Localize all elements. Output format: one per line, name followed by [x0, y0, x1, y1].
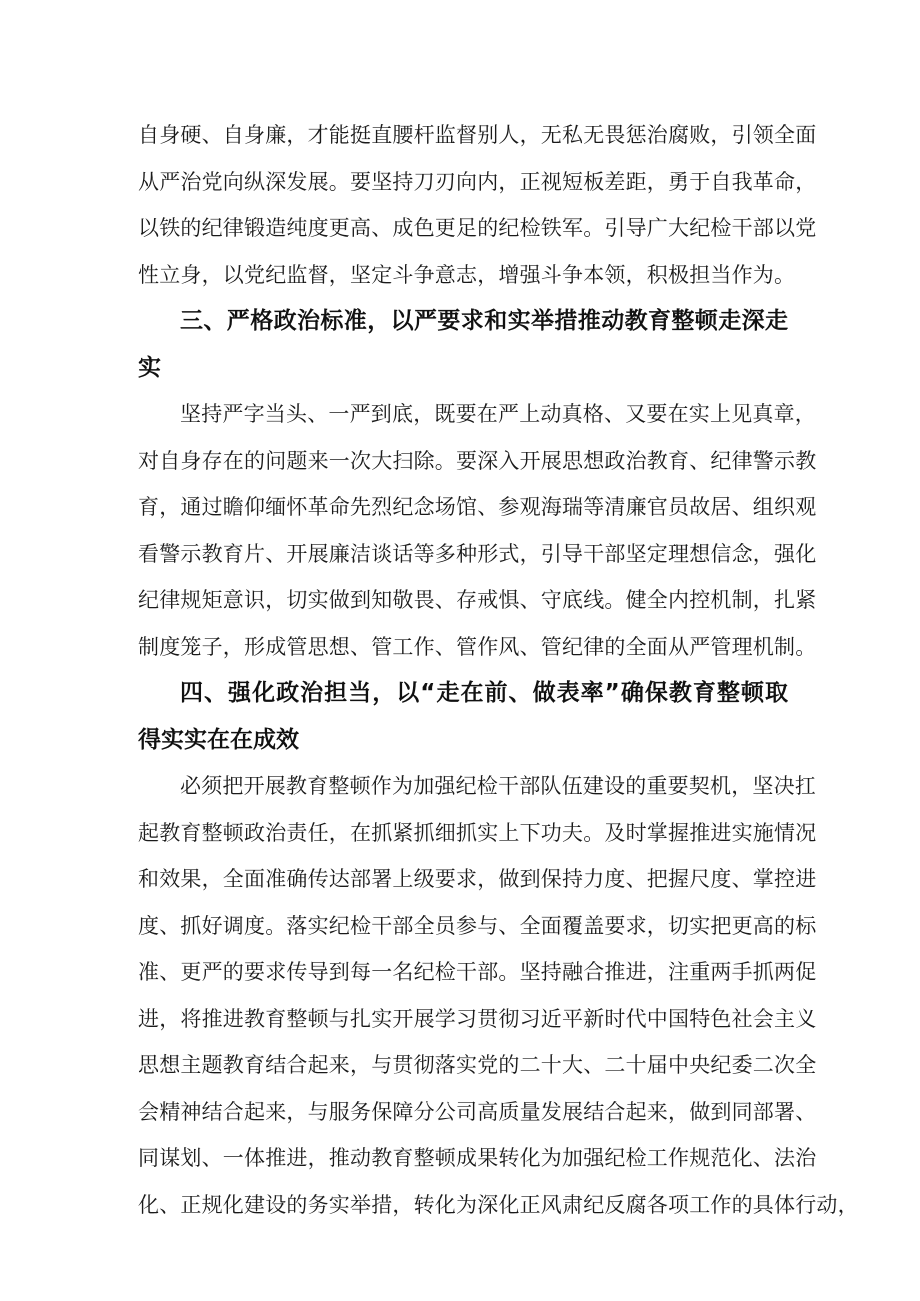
section-heading-4: [138, 670, 788, 763]
paragraph-line: 以铁的纪律锻造纯度更高、成色更足的纪检铁军。引导广大纪检干部以党: [138, 216, 817, 240]
paragraph-line: 和效果，全面准确传达部署上级要求，做到保持力度、把握尺度、掌控进: [138, 867, 817, 891]
paragraph-political-responsibility: [138, 763, 859, 1228]
paragraph-line: 度、抓好调度。落实纪检干部全员参与、全面覆盖要求，切实把更高的标: [138, 913, 817, 938]
paragraph-line: 化、正规化建设的务实举措，转化为深化正风肃纪反腐各项工作的具体行动，: [138, 1192, 859, 1217]
paragraph-line: 从严治党向纵深发展。要坚持刀刃向内，正视短板差距，勇于自我革命，: [138, 169, 817, 194]
paragraph-line: 坚持严字当头、一严到底，既要在严上动真格、又要在实上见真章，: [180, 402, 816, 426]
paragraph-integrity: [138, 112, 817, 298]
heading-line: 得实实在在成效: [138, 726, 299, 753]
paragraph-line: 性立身，以党纪监督，坚定斗争意志，增强斗争本领，积极担当作为。: [138, 262, 796, 287]
paragraph-line: 进，将推进教育整顿与扎实开展学习贯彻习近平新时代中国特色社会主义: [138, 1006, 817, 1031]
paragraph-line: 会精神结合起来，与服务保障分公司高质量发展结合起来，做到同部署、: [138, 1099, 817, 1124]
paragraph-line: 必须把开展教育整顿作为加强纪检干部队伍建设的重要契机，坚决扛: [180, 774, 816, 798]
paragraph-line: 起教育整顿政治责任，在抓紧抓细抓实上下功夫。及时掌握推进实施情况: [138, 820, 817, 845]
paragraph-line: 育，通过瞻仰缅怀革命先烈纪念场馆、参观海瑞等清廉官员故居、组织观: [138, 495, 817, 519]
paragraph-line: 看警示教育片、开展廉洁谈话等多种形式，引导干部坚定理想信念，强化: [138, 541, 817, 566]
section-heading-3: [138, 298, 788, 391]
heading-line: 四、强化政治担当，以“走在前、做表率”确保教育整顿取: [180, 680, 788, 706]
paragraph-line: 对自身存在的问题来一次大扫除。要深入开展思想政治教育、纪律警示教: [138, 448, 817, 473]
heading-line: 实: [138, 354, 161, 381]
paragraph-line: 制度笼子，形成管思想、管工作、管作风、管纪律的全面从严管理机制。: [138, 634, 817, 659]
paragraph-line: 同谋划、一体推进，推动教育整顿成果转化为加强纪检工作规范化、法治: [138, 1146, 817, 1170]
heading-line: 三、严格政治标准，以严要求和实举措推动教育整顿走深走: [180, 308, 788, 334]
paragraph-line: 思想主题教育结合起来，与贯彻落实党的二十大、二十届中央纪委二次全: [138, 1053, 817, 1077]
document-body: [138, 112, 859, 1228]
paragraph-line: 自身硬、自身廉，才能挺直腰杆监督别人，无私无畏惩治腐败，引领全面: [138, 123, 817, 147]
paragraph-line: 纪律规矩意识，切实做到知敬畏、存戒惧、守底线。健全内控机制，扎紧: [138, 588, 817, 612]
paragraph-strict-standards: [138, 391, 817, 670]
paragraph-line: 准、更严的要求传导到每一名纪检干部。坚持融合推进，注重两手抓两促: [138, 960, 817, 984]
